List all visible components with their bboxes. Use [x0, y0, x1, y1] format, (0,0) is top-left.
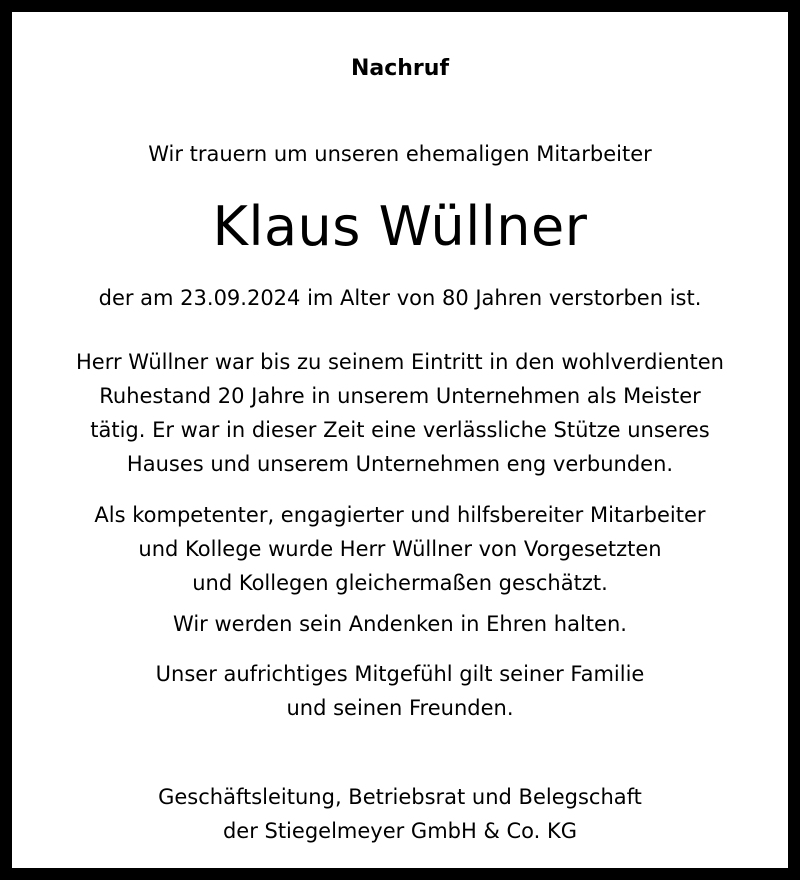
signature-line: Geschäftsleitung, Betriebsrat und Belegschaft — [158, 785, 642, 809]
paragraph-line: Ruhestand 20 Jahre in unserem Unternehmen als Meister — [99, 384, 701, 408]
paragraph-line: Wir werden sein Andenken in Ehren halten. — [173, 612, 627, 636]
signature-line: der Stiegelmeyer GmbH & Co. KG — [222, 819, 578, 843]
paragraph-line: tätig. Er war in dieser Zeit eine verlässliche Stütze unseres — [90, 418, 710, 442]
paragraph-line: Hauses und unserem Unternehmen eng verbunden. — [126, 452, 674, 476]
deceased-name: Klaus Wüllner — [212, 195, 588, 258]
paragraph-line: Unser aufrichtiges Mitgefühl gilt seiner Familie — [155, 662, 645, 686]
paragraph-line: Herr Wüllner war bis zu seinem Eintritt in den wohlverdienten — [76, 350, 724, 374]
paragraph-career — [12, 345, 788, 481]
paragraph-line: und Kollegen gleichermaßen geschätzt. — [192, 571, 608, 595]
notice-heading: Nachruf — [350, 56, 450, 81]
death-line: der am 23.09.2024 im Alter von 80 Jahren verstorben ist. — [98, 286, 702, 310]
paragraph-remembrance — [12, 607, 788, 641]
paragraph-line: Als kompetenter, engagierter und hilfsbereiter Mitarbeiter — [94, 503, 706, 527]
paragraph-appreciation — [12, 498, 788, 600]
signature-block — [12, 780, 788, 848]
intro-line: Wir trauern um unseren ehemaligen Mitarbeiter — [148, 142, 652, 166]
paragraph-condolence — [12, 657, 788, 725]
paragraph-line: und seinen Freunden. — [286, 696, 514, 720]
paragraph-line: und Kollege wurde Herr Wüllner von Vorgesetzten — [138, 537, 662, 561]
obituary-notice — [12, 12, 788, 868]
